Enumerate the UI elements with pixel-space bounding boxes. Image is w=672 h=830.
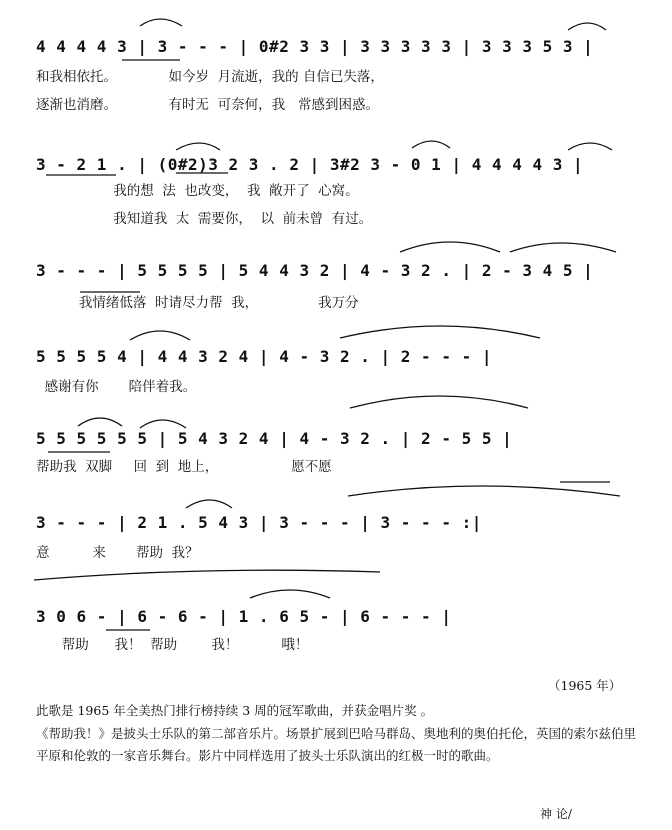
notation-line-5: 5 5 5 5 5 5 | 5 4 3 2 4 | 4 - 3 2 . | 2 - 5 5 | bbox=[36, 429, 513, 448]
slur-6 bbox=[400, 242, 500, 252]
signature: 神 论/ bbox=[540, 807, 572, 821]
notation-line-1: 4 4 4 4 3 | 3 - - - | 0#2 3 3 | 3 3 3 3 3 | 3 3 3 5 3 | bbox=[36, 37, 594, 56]
lyric-line-3: 我情绪低落 时请尽力帮 我， 我万分 bbox=[36, 295, 359, 311]
notation-line-2: 3 - 2 1 . | (0#2)3 2 3 . 2 | 3#2 3 - 0 1 | 4 4 4 4 3 | bbox=[36, 155, 584, 174]
notation-line-7: 3 0 6 - | 6 - 6 - | 1 . 6 5 - | 6 - - - | bbox=[36, 607, 452, 626]
lyric-line-2a: 我的想 法 也改变， 我 敞开了 心窝。 bbox=[36, 183, 359, 199]
slur-9 bbox=[340, 326, 540, 338]
lyric-line-5: 帮助我 双脚 回 到 地上， 愿不愿 bbox=[36, 459, 332, 475]
slur-7 bbox=[510, 243, 616, 252]
slur-15 bbox=[250, 590, 330, 598]
lyric-line-1a: 和我相依托。 如今岁 月流逝，我的 自信已失落， bbox=[36, 69, 384, 85]
lyric-line-7: 帮助 我！ 帮助 我！ 哦！ bbox=[36, 637, 309, 653]
slur-14 bbox=[348, 486, 620, 496]
notation-line-3: 3 - - - | 5 5 5 5 | 5 4 4 3 2 | 4 - 3 2 . | 2 - 3 4 5 | bbox=[36, 261, 594, 280]
lyric-line-1b: 逐渐也消磨。 有时无 可奈何，我 常感到困惑。 bbox=[36, 97, 379, 113]
slur-13 bbox=[186, 500, 232, 508]
slur-5 bbox=[568, 143, 612, 150]
slur-3 bbox=[176, 143, 220, 150]
lyric-line-2b: 我知道我 太 需要你， 以 前未曾 有过。 bbox=[36, 211, 373, 227]
lyric-line-6: 意 来 帮助 我？ bbox=[36, 545, 199, 561]
slur-2 bbox=[568, 23, 606, 30]
footnote-paragraph-2: 《帮助我！》是披头士乐队的第二部音乐片。场景扩展到巴哈马群岛、奥地利的奥伯托伦，英国的索尔兹伯里平原和伦敦的一家音乐舞台。影片中同样选用了披头士乐队演出的红极一时的歌曲。 bbox=[36, 726, 637, 763]
slur-12 bbox=[350, 396, 528, 408]
slur-8 bbox=[130, 331, 190, 340]
slur-16 bbox=[34, 570, 380, 580]
year-label: （1965 年） bbox=[548, 678, 622, 693]
lyric-line-4: 感谢有你 陪伴着我。 bbox=[36, 379, 197, 395]
slur-1 bbox=[140, 19, 182, 26]
notation-line-4: 5 5 5 5 4 | 4 4 3 2 4 | 4 - 3 2 . | 2 - - - | bbox=[36, 347, 492, 366]
slur-4 bbox=[412, 141, 450, 148]
notation-line-6: 3 - - - | 2 1 . 5 4 3 | 3 - - - | 3 - - - :| bbox=[36, 513, 482, 532]
footnote-paragraph-1: 此歌是 1965 年全美热门排行榜持续 3 周的冠军歌曲，并获金唱片奖 。 bbox=[36, 703, 434, 718]
